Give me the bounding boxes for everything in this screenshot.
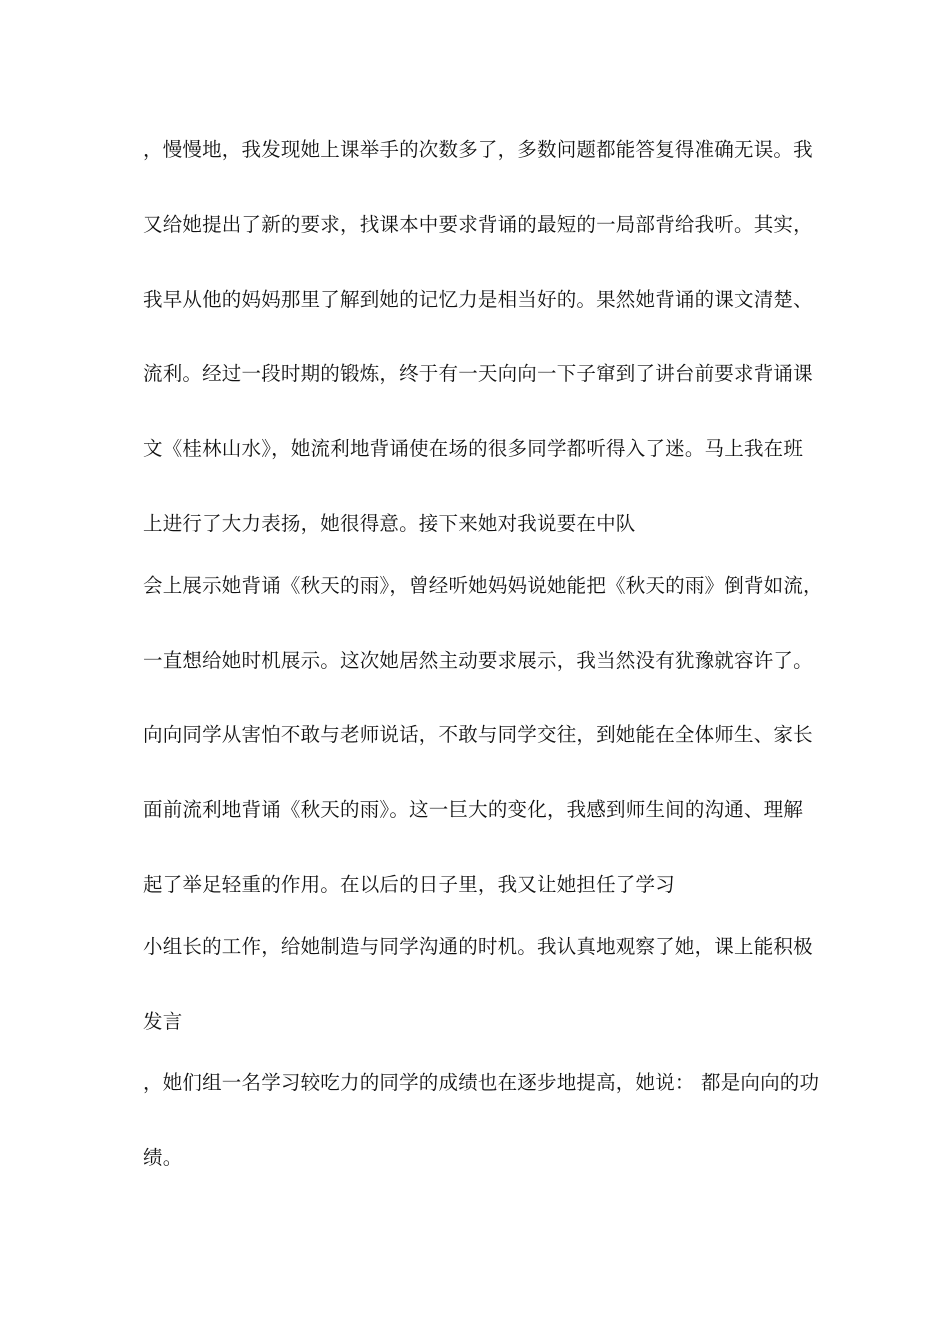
text-line: 起了举足轻重的作用。在以后的日子里，我又让她担任了学习 bbox=[143, 873, 675, 896]
text-line: 绩。 bbox=[143, 1146, 183, 1169]
text-line: 流利。经过一段时期的锻炼，终于有一天向向一下子窜到了讲台前要求背诵课 bbox=[143, 362, 813, 385]
text-line: 我早从他的妈妈那里了解到她的记忆力是相当好的。果然她背诵的课文清楚、 bbox=[143, 288, 813, 311]
text-line: 一直想给她时机展示。这次她居然主动要求展示，我当然没有犹豫就容许了。 bbox=[143, 649, 813, 672]
text-line: 上进行了大力表扬，她很得意。接下来她对我说要在中队 bbox=[143, 512, 636, 535]
text-line: 向向同学从害怕不敢与老师说话，不敢与同学交往，到她能在全体师生、家长 bbox=[143, 723, 813, 746]
text-line: 文《桂林山水》，她流利地背诵使在场的很多同学都听得入了迷。马上我在班 bbox=[143, 437, 804, 460]
text-line: 又给她提出了新的要求，找课本中要求背诵的最短的一局部背给我听。其实， bbox=[143, 213, 813, 236]
text-line: ，她们组一名学习较吃力的同学的成绩也在逐步地提高，她说： 都是向向的功 bbox=[143, 1071, 820, 1094]
text-line: ，慢慢地，我发现她上课举手的次数多了，多数问题都能答复得准确无误。我 bbox=[143, 138, 813, 161]
text-line: 小组长的工作，给她制造与同学沟通的时机。我认真地观察了她，课上能积极 bbox=[143, 935, 813, 958]
text-line: 会上展示她背诵《秋天的雨》，曾经听她妈妈说她能把《秋天的雨》倒背如流， bbox=[143, 574, 823, 597]
text-line: 发言 bbox=[143, 1010, 183, 1033]
text-line: 面前流利地背诵《秋天的雨》。这一巨大的变化，我感到师生间的沟通、理解 bbox=[143, 798, 804, 821]
